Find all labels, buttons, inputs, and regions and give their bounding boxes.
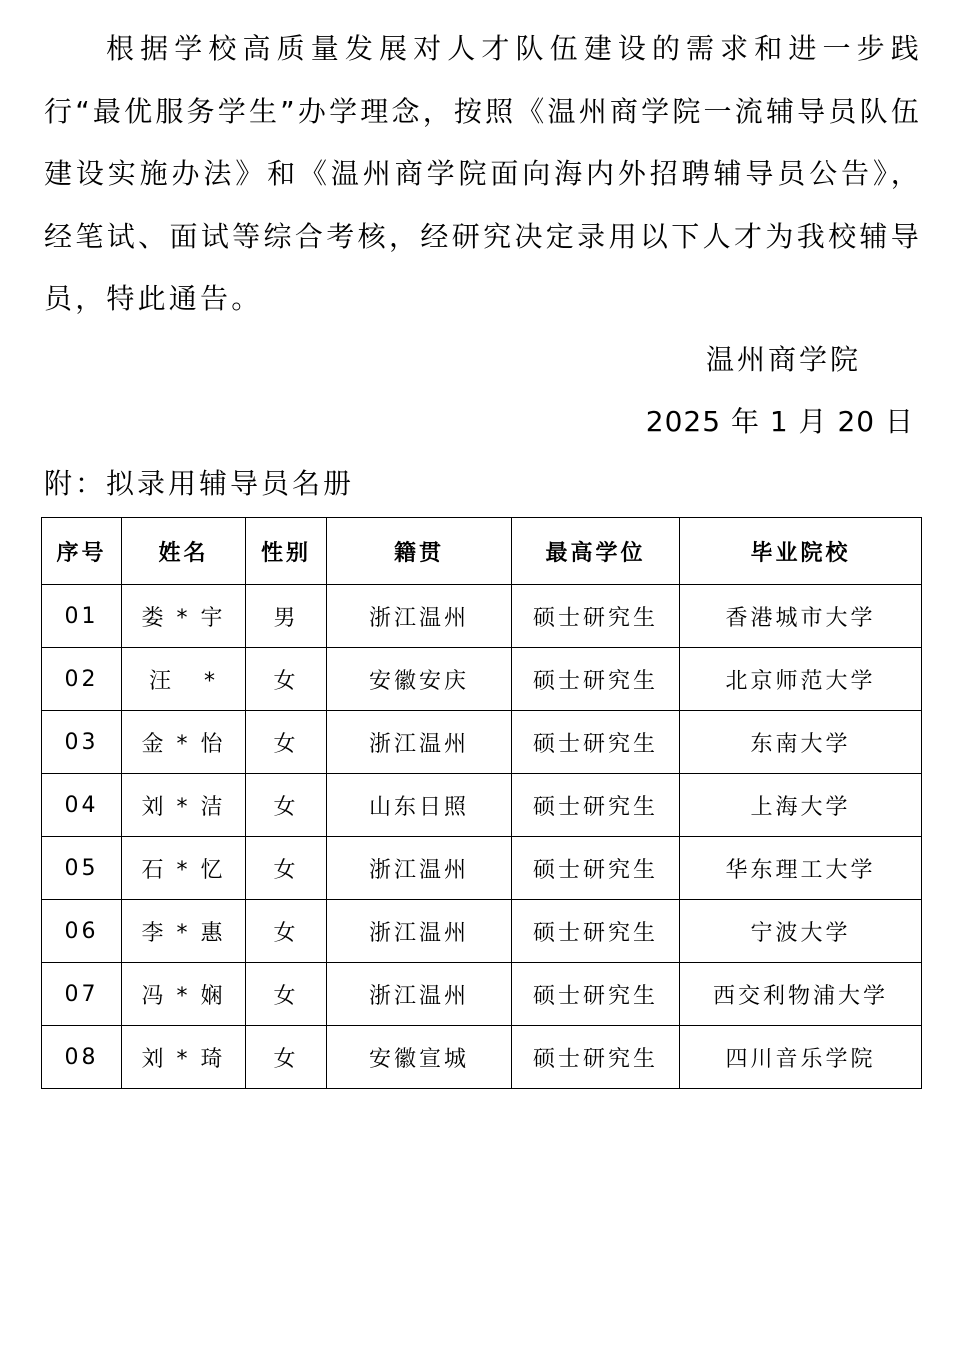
cell-name: 刘 * 洁 (122, 774, 246, 837)
cell-name: 汪 * (122, 648, 246, 711)
cell-school: 北京师范大学 (680, 648, 922, 711)
cell-hometown: 浙江温州 (327, 963, 512, 1026)
cell-school: 香港城市大学 (680, 585, 922, 648)
cell-hometown: 浙江温州 (327, 900, 512, 963)
table-row (42, 774, 922, 837)
header-degree: 最高学位 (512, 518, 680, 585)
cell-hometown: 浙江温州 (327, 837, 512, 900)
table-row (42, 648, 922, 711)
cell-degree: 硕士研究生 (512, 900, 680, 963)
cell-name: 石 * 忆 (122, 837, 246, 900)
cell-gender: 女 (246, 648, 327, 711)
cell-degree: 硕士研究生 (512, 711, 680, 774)
cell-index: 03 (42, 711, 122, 774)
cell-degree: 硕士研究生 (512, 963, 680, 1026)
header-school: 毕业院校 (680, 518, 922, 585)
cell-name: 金 * 怡 (122, 711, 246, 774)
cell-index: 07 (42, 963, 122, 1026)
cell-degree: 硕士研究生 (512, 648, 680, 711)
cell-name: 娄 * 宇 (122, 585, 246, 648)
cell-index: 02 (42, 648, 122, 711)
cell-gender: 女 (246, 963, 327, 1026)
signer-organization: 温州商学院 (705, 343, 861, 376)
cell-gender: 女 (246, 1026, 327, 1089)
cell-gender: 女 (246, 774, 327, 837)
header-name: 姓名 (122, 518, 246, 585)
cell-degree: 硕士研究生 (512, 774, 680, 837)
cell-gender: 男 (246, 585, 327, 648)
cell-hometown: 安徽宣城 (327, 1026, 512, 1089)
cell-hometown: 山东日照 (327, 774, 512, 837)
cell-degree: 硕士研究生 (512, 1026, 680, 1089)
cell-name: 刘 * 琦 (122, 1026, 246, 1089)
header-gender: 性别 (246, 518, 327, 585)
table-row (42, 963, 922, 1026)
cell-index: 04 (42, 774, 122, 837)
cell-school: 华东理工大学 (680, 837, 922, 900)
notice-date: 2025 年 1 月 20 日 (645, 405, 914, 438)
notice-body: 根据学校高质量发展对人才队伍建设的需求和进一步践行“最优服务学生”办学理念，按照《温州商学院一流辅导员队伍建设实施办法》和《温州商学院面向海内外招聘辅导员公告》，经笔试、面试等综合考核，经研究决定录用以下人才为我校辅导员，特此通告。 (44, 32, 922, 315)
cell-school: 东南大学 (680, 711, 922, 774)
header-hometown: 籍贯 (327, 518, 512, 585)
cell-school: 四川音乐学院 (680, 1026, 922, 1089)
cell-index: 08 (42, 1026, 122, 1089)
cell-hometown: 浙江温州 (327, 585, 512, 648)
cell-index: 06 (42, 900, 122, 963)
header-index: 序号 (42, 518, 122, 585)
cell-index: 01 (42, 585, 122, 648)
cell-school: 西交利物浦大学 (680, 963, 922, 1026)
table-row (42, 900, 922, 963)
cell-degree: 硕士研究生 (512, 585, 680, 648)
cell-gender: 女 (246, 711, 327, 774)
cell-school: 上海大学 (680, 774, 922, 837)
table-row (42, 1026, 922, 1089)
cell-hometown: 安徽安庆 (327, 648, 512, 711)
counselor-roster-table (41, 517, 922, 1089)
table-row (42, 711, 922, 774)
attachment-title: 附：拟录用辅导员名册 (44, 467, 355, 500)
cell-name: 李 * 惠 (122, 900, 246, 963)
table-header-row (42, 518, 922, 585)
cell-hometown: 浙江温州 (327, 711, 512, 774)
cell-index: 05 (42, 837, 122, 900)
cell-school: 宁波大学 (680, 900, 922, 963)
table-row (42, 837, 922, 900)
cell-gender: 女 (246, 837, 327, 900)
cell-name: 冯 * 娴 (122, 963, 246, 1026)
cell-degree: 硕士研究生 (512, 837, 680, 900)
table-row (42, 585, 922, 648)
cell-gender: 女 (246, 900, 327, 963)
